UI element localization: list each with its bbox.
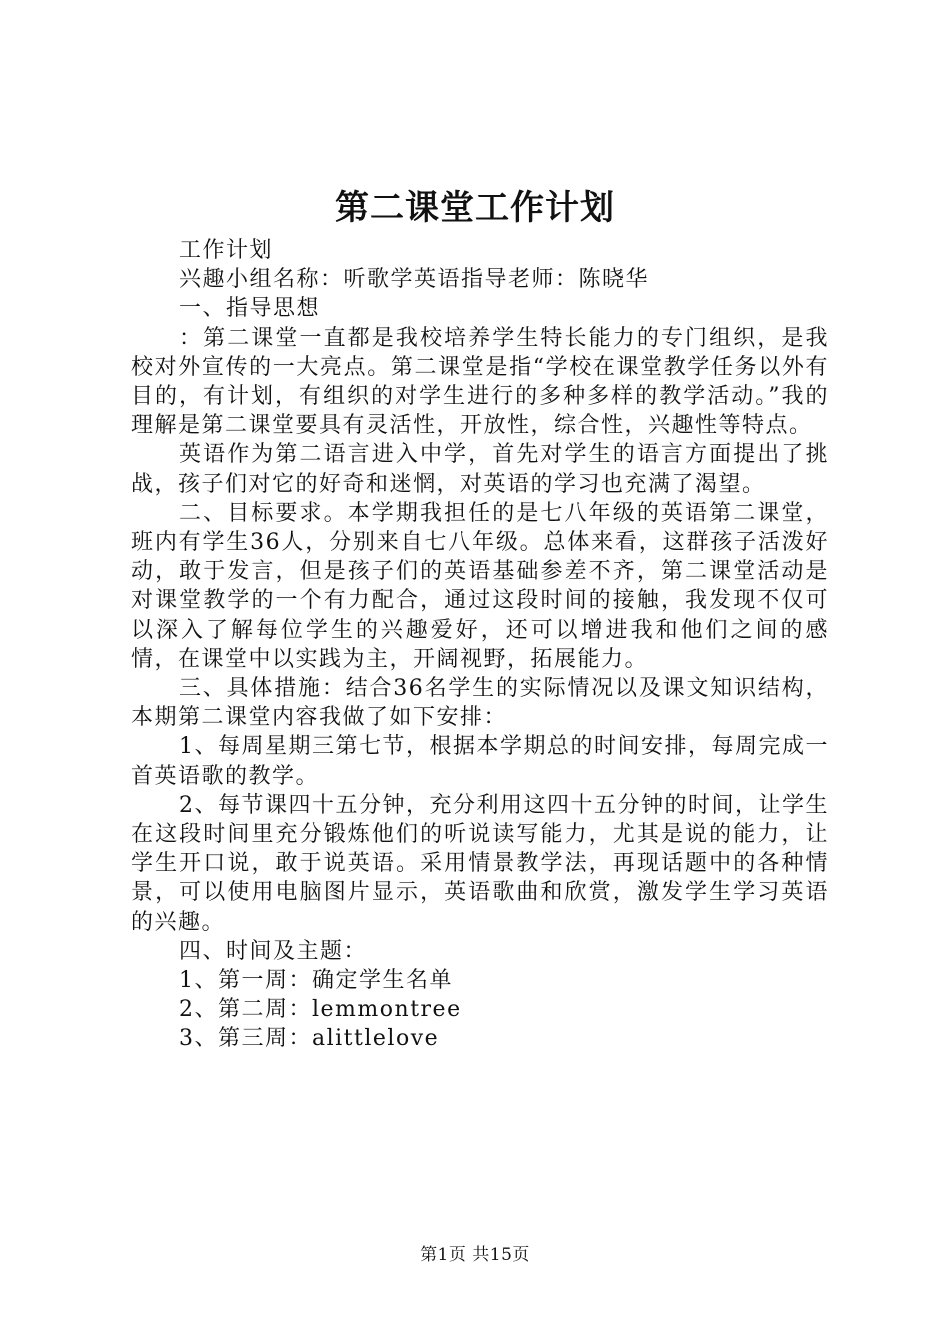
section-heading-schedule: 四、时间及主题： bbox=[179, 938, 368, 964]
paragraph-heading-plan: 工作计划 bbox=[179, 238, 274, 263]
paragraph-measure-2: 2、每节课四十五分钟，充分利用这四十五分钟的时间，让学生在这段时间里充分锻炼他们的听说读写能力，尤其是说的能力，让学生开口说，敢于说英语。采用情景教学法，再现话题中的各种情景，可以使用电脑图片显示，英语歌曲和欣赏，激发学生学习英语的兴趣。 bbox=[131, 792, 829, 935]
schedule-week-2: 2、第二周：lemmontree bbox=[179, 997, 462, 1023]
page-footer: 第1页 共15页 bbox=[420, 1245, 530, 1265]
schedule-week-1: 1、第一周：确定学生名单 bbox=[179, 968, 453, 994]
schedule-week-3: 3、第三周：alittlelove bbox=[179, 1026, 440, 1052]
paragraph-goals: 二、目标要求。本学期我担任的是七八年级的英语第二课堂，班内有学生36人，分别来自七八年级。总体来看，这群孩子活泼好动，敢于发言，但是孩子们的英语基础参差不齐，第二课堂活动是对课堂教学的一个有力配合，通过这段时间的接触，我发现不仅可以深入了解每位学生的兴趣爱好，还可以增进我和他们之间的感情，在课堂中以实践为主，开阔视野，拓展能力。 bbox=[131, 500, 829, 672]
paragraph-english-intro: 英语作为第二语言进入中学，首先对学生的语言方面提出了挑战，孩子们对它的好奇和迷惘，对英语的学习也充满了渴望。 bbox=[131, 442, 829, 497]
document-title: 第二课堂工作计划 bbox=[335, 188, 615, 228]
paragraph-measures: 三、具体措施：结合36名学生的实际情况以及课文知识结构，本期第二课堂内容我做了如下安排： bbox=[131, 676, 829, 731]
paragraph-guiding-idea: ：第二课堂一直都是我校培养学生特长能力的专门组织，是我校对外宣传的一大亮点。第二课堂是指“学校在课堂教学任务以外有目的，有计划，有组织的对学生进行的多种多样的教学活动。”我的理解是第二课堂要具有灵活性，开放性，综合性，兴趣性等特点。 bbox=[131, 325, 829, 439]
document-body bbox=[131, 236, 829, 1054]
paragraph-measure-1: 1、每周星期三第七节，根据本学期总的时间安排，每周完成一首英语歌的教学。 bbox=[131, 734, 829, 789]
paragraph-group-info: 兴趣小组名称：听歌学英语指导老师：陈晓华 bbox=[179, 267, 650, 293]
section-heading-guiding-idea: 一、指导思想 bbox=[179, 296, 321, 322]
